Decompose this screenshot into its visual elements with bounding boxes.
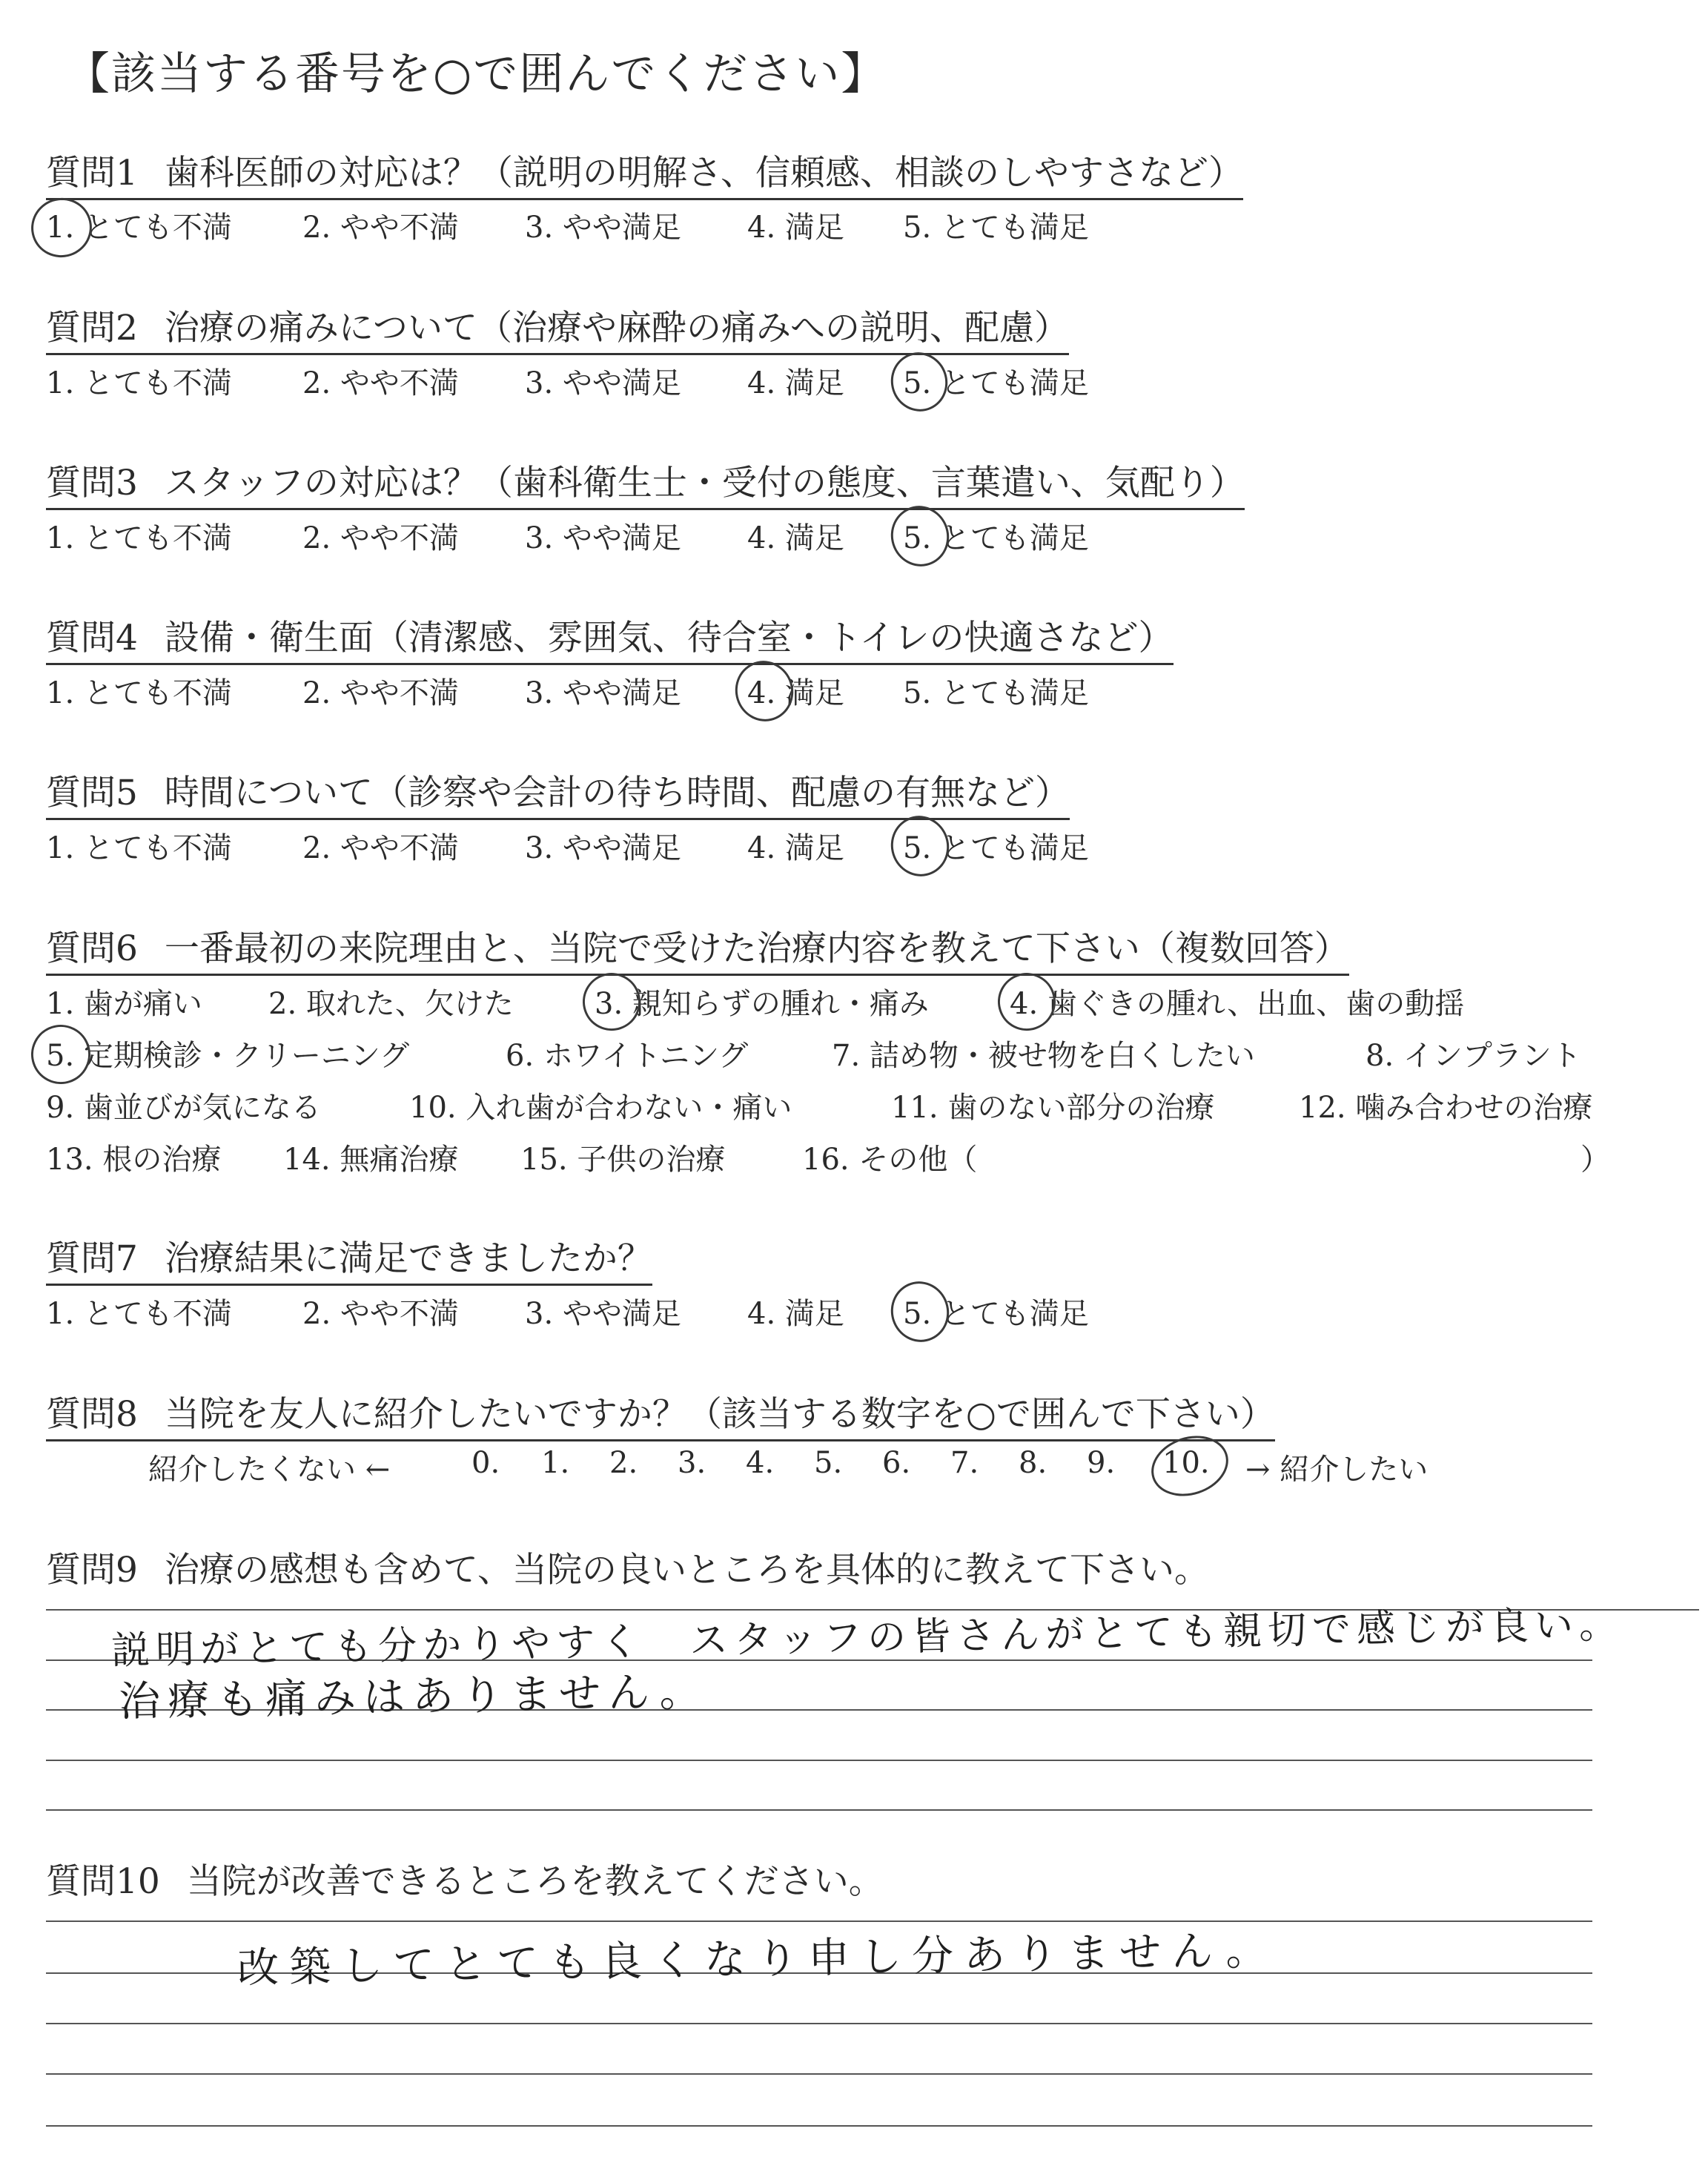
q2-number: 質問2 (46, 308, 138, 349)
q8-scale-9[interactable]: 9. (1087, 1446, 1116, 1480)
q5-option-2[interactable]: 2. やや不満 (302, 831, 459, 865)
q8-scale-7[interactable]: 7. (950, 1446, 979, 1480)
q9-answer-rule-4 (46, 1760, 1592, 1761)
q7-heading (46, 1231, 652, 1286)
q10-answer-rule-4 (46, 2073, 1592, 2075)
q8-scale-1[interactable]: 1. (541, 1446, 570, 1480)
q8-scale-8[interactable]: 8. (1019, 1446, 1047, 1480)
q9-handwritten-answer-line-2[interactable]: 治療も痛みはありません。 (118, 1668, 709, 1726)
q6-option-4[interactable]: 4. 歯ぐきの腫れ、出血、歯の動揺 (1010, 987, 1465, 1021)
q7-option-2[interactable]: 2. やや不満 (302, 1297, 459, 1331)
q3-option-2[interactable]: 2. やや不満 (302, 521, 459, 555)
q3-option-4[interactable]: 4. 満足 (747, 521, 844, 555)
q6-option-8[interactable]: 8. インプラント (1366, 1039, 1581, 1073)
q6-option-16[interactable]: 16. その他（ (802, 1143, 978, 1177)
q2-text: 治療の痛みについて（治療や麻酔の痛みへの説明、配慮） (164, 308, 1070, 349)
q8-text: 当院を友人に紹介したいですか？（該当する数字を○で囲んで下さい） (164, 1394, 1275, 1435)
q1-text: 歯科医師の対応は？（説明の明解さ、信頼感、相談のしやすさなど） (164, 153, 1244, 194)
q9-heading (46, 1542, 1209, 1595)
q6-option-15[interactable]: 15. 子供の治療 (520, 1143, 726, 1177)
q3-text: スタッフの対応は？（歯科衛生士・受付の態度、言葉遣い、気配り） (164, 463, 1245, 503)
q2-option-2[interactable]: 2. やや不満 (302, 366, 459, 400)
q1-heading (46, 145, 1243, 200)
q1-option-3[interactable]: 3. やや満足 (525, 211, 681, 245)
q4-option-5[interactable]: 5. とても満足 (903, 676, 1089, 710)
q7-number: 質問7 (46, 1238, 138, 1279)
q4-option-4[interactable]: 4. 満足 (747, 676, 844, 710)
q10-answer-rule-3 (46, 2023, 1592, 2024)
q8-scale-6[interactable]: 6. (882, 1446, 911, 1480)
q3-option-3[interactable]: 3. やや満足 (525, 521, 681, 555)
q4-option-2[interactable]: 2. やや不満 (302, 676, 459, 710)
q7-option-1[interactable]: 1. とても不満 (46, 1297, 232, 1331)
q8-number: 質問8 (46, 1394, 138, 1435)
q6-option-2[interactable]: 2. 取れた、欠けた (268, 987, 514, 1021)
q2-heading (46, 300, 1069, 355)
q1-option-1[interactable]: 1. とても不満 (46, 211, 232, 245)
q6-number: 質問6 (46, 928, 138, 969)
page-title: 【該当する番号を○で囲んでください】 (65, 48, 887, 100)
q4-option-1[interactable]: 1. とても不満 (46, 676, 232, 710)
q7-option-5[interactable]: 5. とても満足 (903, 1297, 1089, 1331)
q3-number: 質問3 (46, 463, 138, 503)
q4-text: 設備・衛生面（清潔感、雰囲気、待合室・トイレの快適さなど） (164, 618, 1174, 658)
q8-left-label: 紹介したくない ← (148, 1453, 391, 1487)
q6-text: 一番最初の来院理由と、当院で受けた治療内容を教えて下さい（複数回答） (164, 928, 1349, 969)
q2-option-5[interactable]: 5. とても満足 (903, 366, 1089, 400)
q1-option-5[interactable]: 5. とても満足 (903, 211, 1089, 245)
q9-number: 質問9 (46, 1550, 138, 1591)
q5-option-5[interactable]: 5. とても満足 (903, 831, 1089, 865)
q6-option-6[interactable]: 6. ホワイトニング (506, 1039, 749, 1073)
q8-scale-2[interactable]: 2. (609, 1446, 638, 1480)
q4-number: 質問4 (46, 618, 138, 658)
q5-option-3[interactable]: 3. やや満足 (525, 831, 681, 865)
q5-option-1[interactable]: 1. とても不満 (46, 831, 232, 865)
q6-option-9[interactable]: 9. 歯並びが気になる (46, 1091, 321, 1125)
q10-answer-rule-1 (46, 1920, 1592, 1922)
q4-option-3[interactable]: 3. やや満足 (525, 676, 681, 710)
q6-option-12[interactable]: 12. 噛み合わせの治療 (1299, 1091, 1593, 1125)
q6-option-1[interactable]: 1. 歯が痛い (46, 987, 202, 1021)
q10-heading (46, 1854, 884, 1906)
q8-scale-4[interactable]: 4. (746, 1446, 775, 1480)
q3-option-1[interactable]: 1. とても不満 (46, 521, 232, 555)
q9-answer-rule-5 (46, 1809, 1592, 1811)
q1-option-2[interactable]: 2. やや不満 (302, 211, 459, 245)
q10-number: 質問10 (46, 1861, 160, 1902)
q9-handwritten-answer-line-1[interactable]: 説明がとても分かりやすく スタッフの皆さんがとても親切で感じが良い。 (110, 1602, 1624, 1674)
q2-option-3[interactable]: 3. やや満足 (525, 366, 681, 400)
q3-option-5[interactable]: 5. とても満足 (903, 521, 1089, 555)
q8-scale-0[interactable]: 0. (471, 1446, 500, 1480)
q5-heading (46, 765, 1070, 820)
q10-handwritten-answer-line-1[interactable]: 改築してとても良くなり申し分ありません。 (236, 1926, 1278, 1993)
q10-text: 当院が改善できるところを教えてください。 (186, 1861, 884, 1902)
q6-option-16-close: ） (1580, 1143, 1610, 1177)
q6-option-14[interactable]: 14. 無痛治療 (283, 1143, 459, 1177)
q3-heading (46, 455, 1245, 510)
q7-text: 治療結果に満足できましたか？ (164, 1238, 652, 1279)
q6-option-3[interactable]: 3. 親知らずの腫れ・痛み (595, 987, 929, 1021)
q6-option-7[interactable]: 7. 詰め物・被せ物を白くしたい (832, 1039, 1255, 1073)
q1-number: 質問1 (46, 153, 138, 194)
q8-scale-5[interactable]: 5. (814, 1446, 843, 1480)
q6-option-10[interactable]: 10. 入れ歯が合わない・痛い (409, 1091, 792, 1125)
q8-heading (46, 1387, 1275, 1441)
q8-right-label: → 紹介したい (1245, 1453, 1429, 1487)
q10-answer-rule-5 (46, 2125, 1592, 2127)
q8-scale-3[interactable]: 3. (678, 1446, 706, 1480)
q2-option-1[interactable]: 1. とても不満 (46, 366, 232, 400)
q2-option-4[interactable]: 4. 満足 (747, 366, 844, 400)
q4-heading (46, 610, 1174, 665)
q1-option-4[interactable]: 4. 満足 (747, 211, 844, 245)
q7-option-3[interactable]: 3. やや満足 (525, 1297, 681, 1331)
q9-text: 治療の感想も含めて、当院の良いところを具体的に教えて下さい。 (164, 1550, 1209, 1591)
q7-option-4[interactable]: 4. 満足 (747, 1297, 844, 1331)
q6-option-11[interactable]: 11. 歯のない部分の治療 (891, 1091, 1215, 1125)
q6-option-13[interactable]: 13. 根の治療 (46, 1143, 222, 1177)
q5-number: 質問5 (46, 773, 138, 813)
q5-option-4[interactable]: 4. 満足 (747, 831, 844, 865)
q8-scale-10[interactable]: 10. (1162, 1446, 1210, 1480)
q5-text: 時間について（診察や会計の待ち時間、配慮の有無など） (164, 773, 1070, 813)
q6-heading (46, 921, 1349, 976)
q6-option-5[interactable]: 5. 定期検診・クリーニング (46, 1039, 410, 1073)
